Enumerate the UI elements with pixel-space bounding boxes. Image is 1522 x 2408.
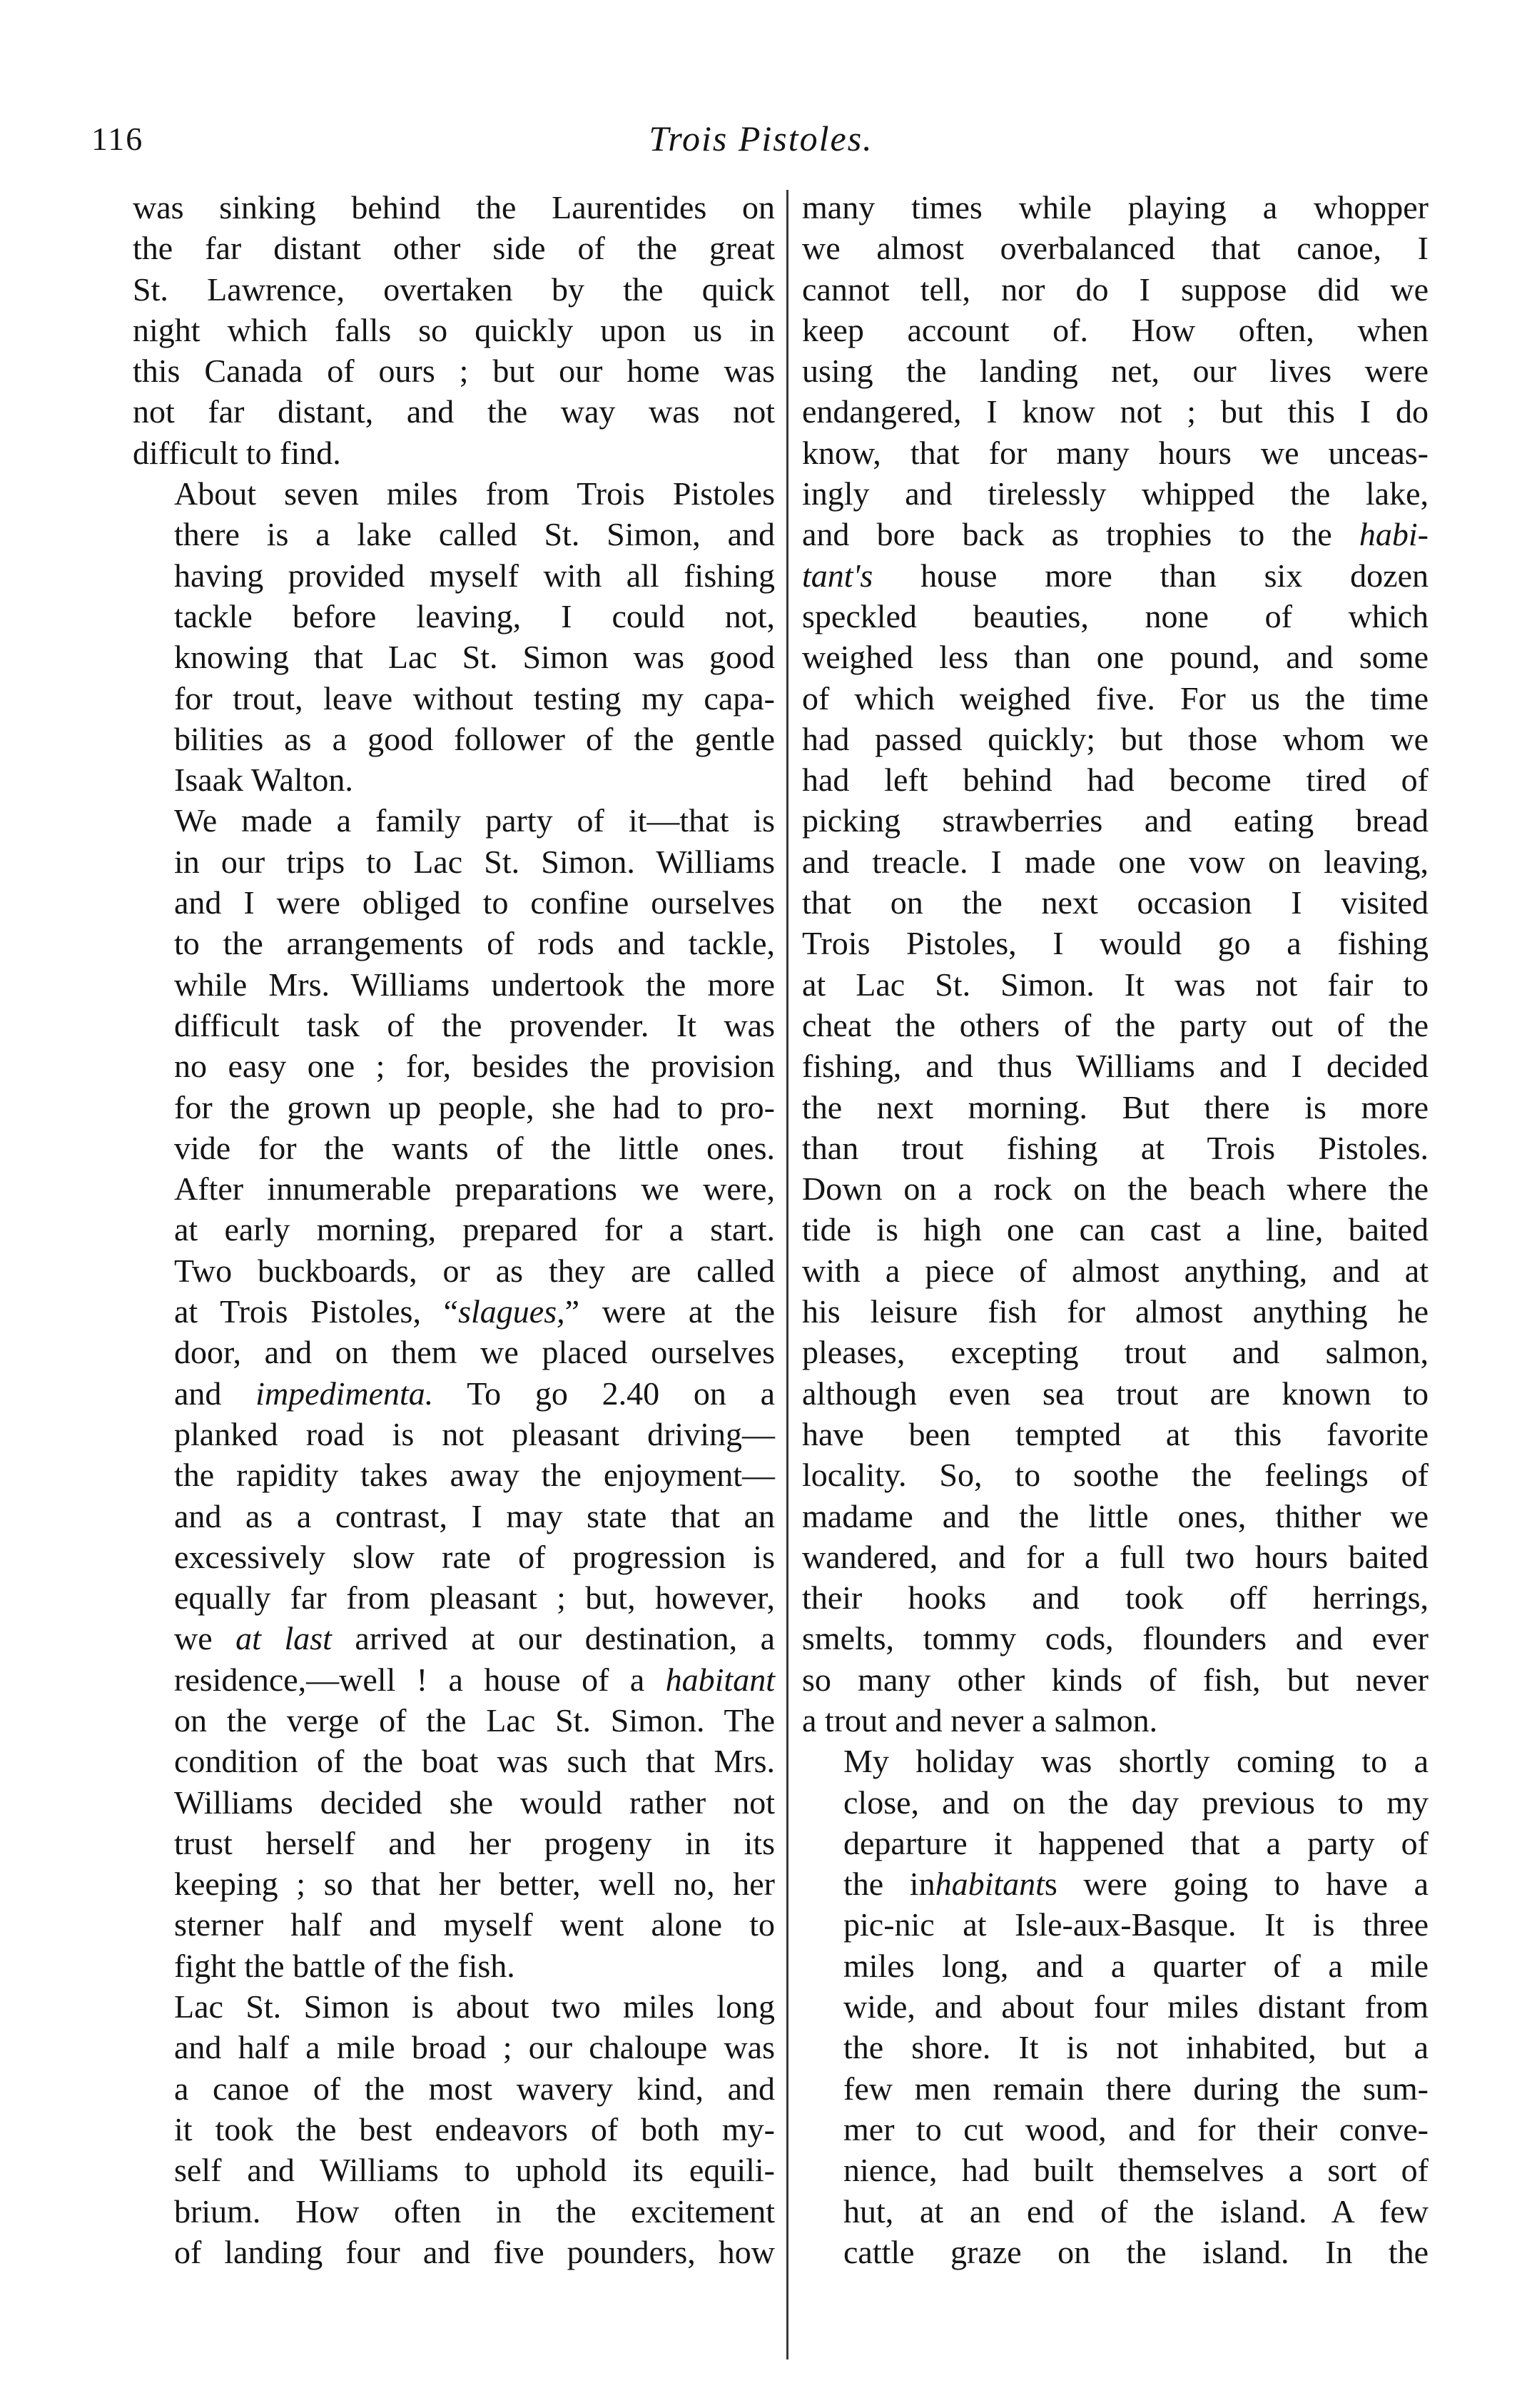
- text-line: tide is high one can cast a line, baited: [802, 1211, 1429, 1248]
- text-line: wandered, and for a full two hours baited: [802, 1538, 1429, 1575]
- text-line: locality. So, to soothe the feelings of: [802, 1457, 1429, 1494]
- text-line: their hooks and took off herrings,: [802, 1579, 1429, 1617]
- text-line: the far distant other side of the great: [133, 230, 775, 267]
- text-line: had passed quickly; but those whom we: [802, 720, 1429, 757]
- left-column: [133, 187, 775, 2272]
- text-line: of landing four and five pounders, how: [174, 2233, 775, 2270]
- text-line: had left behind had become tired of: [802, 762, 1429, 799]
- text-line: cannot tell, nor do I suppose did we: [802, 270, 1429, 308]
- text-line: About seven miles from Trois Pistoles: [174, 475, 775, 512]
- text-line: on the verge of the Lac St. Simon. The: [174, 1701, 775, 1739]
- text-line: and half a mile broad ; our chaloupe was: [174, 2029, 775, 2066]
- text-line: a canoe of the most wavery kind, and: [174, 2070, 775, 2107]
- text-line: so many other kinds of fish, but never: [802, 1661, 1429, 1698]
- paragraph: [133, 473, 775, 800]
- text-line: night which falls so quickly upon us in: [133, 311, 775, 348]
- text-line: trust herself and her progeny in its: [174, 1824, 775, 1861]
- text-line: close, and on the day previous to my: [843, 1784, 1429, 1821]
- text-line: and I were obliged to confine ourselves: [174, 884, 775, 921]
- text-line: we at last arrived at our destination, a: [174, 1620, 776, 1657]
- text-line: having provided myself with all fishing: [174, 557, 775, 594]
- text-line: cattle graze on the island. In the: [843, 2233, 1429, 2270]
- text-line: Lac St. Simon is about two miles long: [174, 1988, 775, 2025]
- running-head: Trois Pistoles.: [649, 118, 873, 158]
- text-line: residence,—well ! a house of a habitant: [174, 1661, 775, 1698]
- column-divider: [786, 190, 788, 2359]
- text-line: wide, and about four miles distant from: [843, 1988, 1429, 2025]
- text-line: smelts, tommy cods, flounders and ever: [802, 1620, 1429, 1657]
- text-line: and treacle. I made one vow on leaving,: [802, 843, 1429, 880]
- text-line: mer to cut wood, and for their conve-: [843, 2110, 1429, 2148]
- text-line: pic-nic at Isle-aux-Basque. It is three: [843, 1906, 1429, 1943]
- text-line: We made a family party of it—that is: [174, 802, 775, 839]
- text-line: we almost overbalanced that canoe, I: [802, 230, 1429, 267]
- text-line: difficult to find.: [133, 434, 341, 471]
- text-line: vide for the wants of the little ones.: [174, 1129, 775, 1166]
- text-line: keep account of. How often, when: [802, 311, 1429, 348]
- text-line: with a piece of almost anything, and at: [802, 1252, 1429, 1289]
- text-line: in our trips to Lac St. Simon. Williams: [174, 843, 775, 880]
- text-line: equally far from pleasant ; but, however,: [174, 1579, 775, 1617]
- right-column: [802, 187, 1429, 2272]
- text-line: endangered, I know not ; but this I do: [802, 393, 1429, 430]
- text-line: although even sea trout are known to: [802, 1375, 1429, 1412]
- text-line: speckled beauties, none of which: [802, 597, 1429, 634]
- paragraph: [133, 187, 775, 473]
- text-line: madame and the little ones, thither we: [802, 1497, 1429, 1534]
- text-line: condition of the boat was such that Mrs.: [174, 1743, 775, 1780]
- text-line: than trout fishing at Trois Pistoles.: [802, 1129, 1429, 1166]
- text-line: using the landing net, our lives were: [802, 353, 1429, 390]
- text-line: his leisure fish for almost anything he: [802, 1293, 1429, 1330]
- text-line: was sinking behind the Laurentides on: [133, 189, 775, 226]
- text-line: keeping ; so that her better, well no, her: [174, 1866, 775, 1903]
- text-line: My holiday was shortly coming to a: [843, 1743, 1429, 1780]
- text-line: no easy one ; for, besides the provision: [174, 1048, 775, 1085]
- text-line: Two buckboards, or as they are called: [174, 1252, 775, 1289]
- text-line: few men remain there during the sum-: [843, 2070, 1429, 2107]
- text-line: St. Lawrence, overtaken by the quick: [133, 270, 775, 308]
- text-line: and bore back as trophies to the habi-: [802, 516, 1429, 553]
- text-line: it took the best endeavors of both my-: [174, 2110, 775, 2148]
- text-line: there is a lake called St. Simon, and: [174, 516, 775, 553]
- text-line: bilities as a good follower of the gentle: [174, 720, 775, 757]
- text-line: Trois Pistoles, I would go a fishing: [802, 925, 1429, 962]
- text-line: tant's house more than six dozen: [802, 557, 1429, 594]
- text-line: know, that for many hours we unceas-: [802, 434, 1429, 471]
- text-line: planked road is not pleasant driving—: [174, 1415, 775, 1452]
- text-line: fishing, and thus Williams and I decided: [802, 1048, 1429, 1085]
- text-line: Isaak Walton.: [174, 762, 353, 799]
- text-line: of which weighed five. For us the time: [802, 679, 1429, 717]
- text-line: knowing that Lac St. Simon was good: [174, 639, 775, 676]
- text-line: for the grown up people, she had to pro-: [174, 1088, 775, 1125]
- text-line: this Canada of ours ; but our home was: [133, 353, 775, 390]
- text-line: the next morning. But there is more: [802, 1088, 1429, 1125]
- text-line: Williams decided she would rather not: [174, 1784, 775, 1821]
- text-line: to the arrangements of rods and tackle,: [174, 925, 775, 962]
- text-line: sterner half and myself went alone to: [174, 1906, 775, 1943]
- text-line: departure it happened that a party of: [843, 1824, 1429, 1861]
- text-line: self and Williams to uphold its equili-: [174, 2152, 775, 2189]
- text-line: the shore. It is not inhabited, but a: [843, 2029, 1429, 2066]
- text-line: hut, at an end of the island. A few: [843, 2192, 1429, 2230]
- text-line: Down on a rock on the beach where the: [802, 1170, 1429, 1208]
- text-line: weighed less than one pound, and some: [802, 639, 1429, 676]
- text-line: excessively slow rate of progression is: [174, 1538, 775, 1575]
- text-line: have been tempted at this favorite: [802, 1415, 1429, 1452]
- paragraph: [802, 187, 1429, 1741]
- text-line: a trout and never a salmon.: [802, 1701, 1158, 1739]
- text-line: miles long, and a quarter of a mile: [843, 1947, 1429, 1984]
- text-line: the inhabitants were going to have a: [843, 1866, 1429, 1903]
- text-line: and impedimenta. To go 2.40 on a: [174, 1375, 775, 1412]
- text-line: while Mrs. Williams undertook the more: [174, 966, 775, 1003]
- text-line: for trout, leave without testing my capa-: [174, 679, 775, 717]
- text-line: tackle before leaving, I could not,: [174, 597, 775, 634]
- text-line: and as a contrast, I may state that an: [174, 1497, 775, 1534]
- text-line: many times while playing a whopper: [802, 189, 1429, 226]
- text-line: at Trois Pistoles, “slagues,” were at the: [174, 1293, 775, 1330]
- text-line: ingly and tirelessly whipped the lake,: [802, 475, 1429, 512]
- text-line: door, and on them we placed ourselves: [174, 1334, 775, 1371]
- text-line: picking strawberries and eating bread: [802, 802, 1429, 839]
- text-line: at Lac St. Simon. It was not fair to: [802, 966, 1429, 1003]
- text-line: difficult task of the provender. It was: [174, 1006, 775, 1043]
- text-line: brium. How often in the excitement: [174, 2192, 775, 2230]
- page-number: 116: [91, 121, 144, 157]
- text-line: pleases, excepting trout and salmon,: [802, 1334, 1429, 1371]
- text-line: at early morning, prepared for a start.: [174, 1211, 775, 1248]
- text-line: the rapidity takes away the enjoyment—: [174, 1457, 775, 1494]
- paragraph: [133, 1986, 775, 2272]
- paragraph: [133, 800, 775, 1986]
- text-line: fight the battle of the fish.: [174, 1947, 515, 1984]
- text-line: not far distant, and the way was not: [133, 393, 775, 430]
- text-line: cheat the others of the party out of the: [802, 1006, 1429, 1043]
- text-line: After innumerable preparations we were,: [174, 1170, 775, 1208]
- text-line: that on the next occasion I visited: [802, 884, 1429, 921]
- paragraph: [802, 1741, 1429, 2272]
- text-line: nience, had built themselves a sort of: [843, 2152, 1429, 2189]
